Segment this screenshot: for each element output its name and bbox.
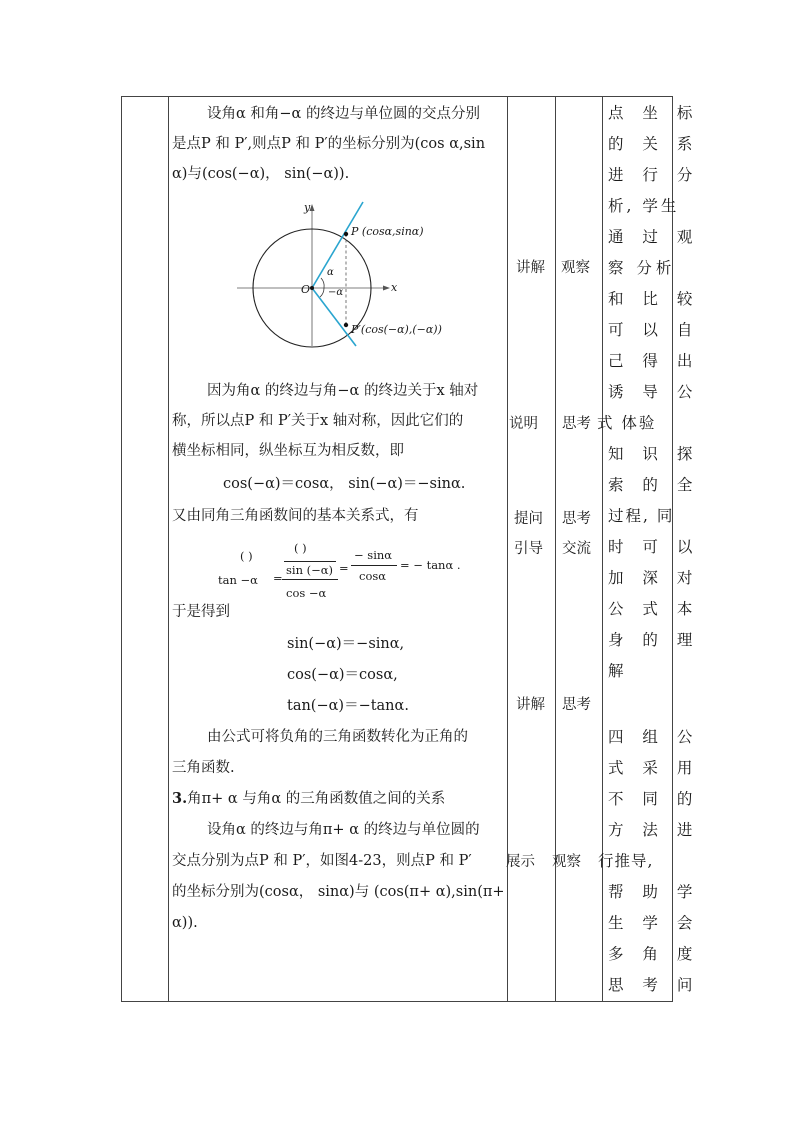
formula-line: cos(−α)＝cosα， sin(−α)＝−sinα. (223, 476, 466, 492)
student-activity: 观察 (561, 260, 590, 276)
design-note: 方 法 进 (608, 821, 700, 839)
design-note: 通 过 观 (608, 228, 700, 246)
design-note: 式 体验 (597, 414, 657, 432)
design-note: 析, 学生 (608, 197, 680, 215)
design-note: 知 识 探 (608, 445, 700, 463)
teacher-activity: 讲解 (516, 260, 545, 276)
design-note: 诱 导 公 (608, 383, 700, 401)
student-activity: 思考 (562, 697, 591, 713)
body-line: α)与(cos(−α)， sin(−α)). (172, 166, 350, 182)
label-x-axis: x (391, 281, 398, 294)
design-note: 解 (608, 662, 631, 680)
design-note: 和 比 较 (608, 290, 700, 308)
section-title: 角π+ α 与角α 的三角函数值之间的关系 (187, 791, 446, 807)
design-note: 身 的 理 (608, 631, 700, 649)
design-note: 察 分析 (608, 259, 676, 277)
table-divider (168, 97, 169, 1001)
body-line: α)). (172, 915, 198, 931)
teacher-activity: 展示 (506, 854, 535, 870)
label-p-prime: P′(cos(−α),(−α)) (351, 323, 442, 336)
body-line: 称，所以点P 和 P′关于x 轴对称，因此它们的 (172, 413, 464, 429)
body-line: 于是得到 (172, 604, 230, 620)
design-note: 思 考 问 (608, 976, 700, 994)
design-note: 式 采 用 (608, 759, 700, 777)
teacher-activity: 讲解 (516, 697, 545, 713)
design-note: 索 的 全 (608, 476, 700, 494)
student-activity: 思考 (562, 511, 591, 527)
design-note: 行推导, (598, 852, 654, 870)
body-line: 设角α 和角−α 的终边与单位圆的交点分别 (207, 106, 480, 122)
label-alpha: α (327, 267, 334, 278)
design-note: 进 行 分 (608, 166, 700, 184)
design-note: 过程, 同 (608, 507, 675, 525)
tan-mid-den: cosα (359, 569, 387, 583)
student-activity: 观察 (552, 854, 581, 870)
design-note: 帮 助 学 (608, 883, 700, 901)
x-axis-arrow-icon (383, 286, 390, 291)
body-line: 是点P 和 P′,则点P 和 P′的坐标分别为(cos α,sin (172, 136, 486, 152)
body-line: 三角函数. (172, 760, 235, 776)
fraction-bar (351, 565, 397, 566)
design-note: 可 以 自 (608, 321, 700, 339)
result-line: sin(−α)＝−sinα, (287, 636, 405, 652)
body-line: 交点分别为点P 和 P′，如图4-23，则点P 和 P′ (172, 853, 472, 869)
angle-arc-alpha (321, 278, 324, 288)
y-axis-arrow-icon (310, 204, 315, 211)
result-line: cos(−α)＝cosα, (287, 667, 398, 683)
body-line: 横坐标相同，纵坐标互为相反数，即 (172, 443, 404, 459)
label-neg-alpha: −α (328, 287, 344, 298)
body-line: 由公式可将负角的三角函数转化为正角的 (207, 729, 468, 745)
label-y-axis: y (304, 201, 311, 214)
teacher-activity: 引导 (514, 541, 543, 557)
lesson-table (121, 96, 700, 1002)
body-line: 设角α 的终边与角π+ α 的终边与单位圆的 (207, 822, 480, 838)
design-note: 四 组 公 (608, 728, 700, 746)
tan-num-paren: ( ) (294, 541, 307, 555)
tan-den-cos: cos −α (286, 586, 327, 600)
design-note: 的 关 系 (608, 135, 700, 153)
label-p: P (cosα,sinα) (351, 225, 424, 238)
angle-arc-neg-alpha (320, 288, 324, 297)
body-line: 的坐标分别为(cosα， sinα)与 (cos(π+ α),sin(π+ (172, 884, 505, 900)
tan-lhs: tan −α (218, 573, 258, 587)
fraction-bar (282, 579, 338, 580)
tan-num-sin: sin (−α) (286, 563, 334, 577)
section-heading (172, 789, 445, 809)
label-origin: O (301, 283, 311, 296)
body-line: 又由同角三角函数间的基本关系式，有 (172, 508, 419, 524)
design-note: 点 坐 标 (608, 104, 700, 122)
section-number: 3. (172, 790, 188, 807)
origin-point (310, 286, 314, 290)
tan-rhs: = − tanα . (400, 558, 461, 572)
teacher-activity: 提问 (514, 511, 543, 527)
point-p (344, 232, 348, 236)
teacher-activity: 说明 (509, 416, 538, 432)
tan-mid-num: − sinα (354, 548, 393, 562)
design-note: 多 角 度 (608, 945, 700, 963)
fraction-bar (284, 561, 336, 562)
terminal-side-alpha (312, 202, 363, 288)
design-note: 己 得 出 (608, 352, 700, 370)
design-note: 生 学 会 (608, 914, 700, 932)
student-activity: 思考 (562, 416, 591, 432)
design-note: 公 式 本 (608, 600, 700, 618)
tan-lhs-paren: ( ) (240, 549, 253, 563)
tan-eq1: = (273, 571, 283, 585)
tan-eq2: = (339, 561, 349, 575)
design-note: 不 同 的 (608, 790, 700, 808)
design-note: 加 深 对 (608, 569, 700, 587)
body-line: 因为角α 的终边与角−α 的终边关于x 轴对 (207, 383, 479, 399)
result-line: tan(−α)＝−tanα. (287, 698, 409, 714)
student-activity: 交流 (562, 541, 591, 557)
point-p-prime (344, 323, 348, 327)
design-note: 时 可 以 (608, 538, 700, 556)
